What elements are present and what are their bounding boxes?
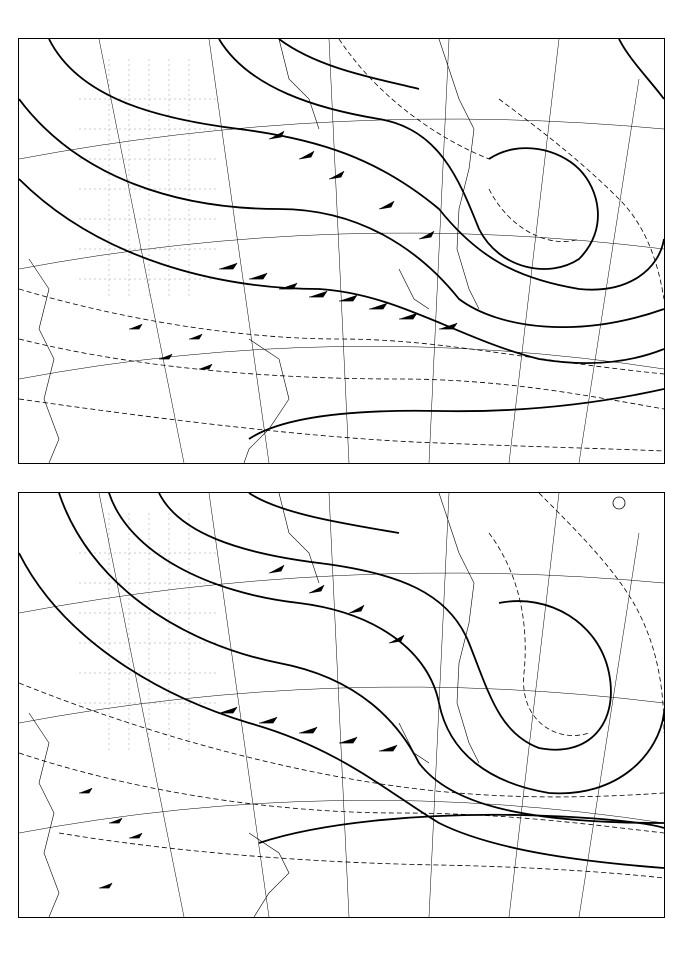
chart-300hpa	[18, 38, 665, 464]
labels-500hpa	[19, 493, 664, 917]
chart-500hpa	[18, 492, 665, 918]
labels-300hpa	[19, 39, 664, 463]
